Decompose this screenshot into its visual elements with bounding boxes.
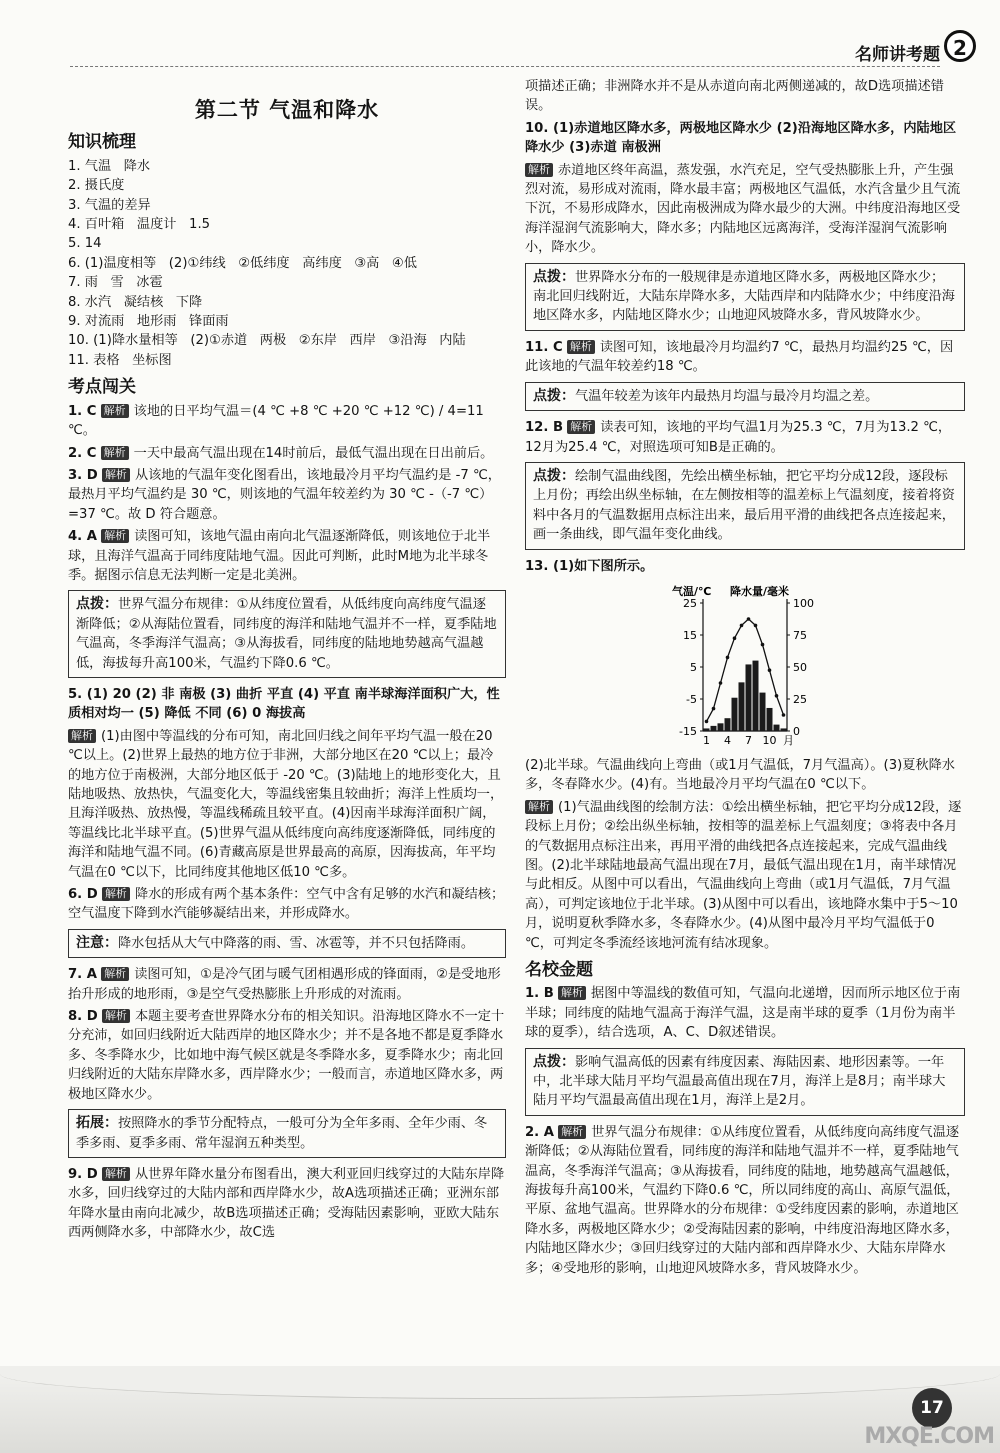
q4-answer: 4. A [68,529,97,545]
q4-text: 读图可知，该地气温由南向北气温逐渐降低，则该地位于北半球，且海洋气温高于同纬度陆地气温。因此可判断，此时M地为北半球冬季。据图示信息无法判断一定是北美洲。 [68,529,491,583]
tip-label: 点拨： [76,596,118,613]
q13 [525,557,965,576]
precip-bar [739,682,745,731]
q4 [68,527,506,585]
month-tick-label: 4 [724,733,731,747]
climate-chart [525,581,965,751]
tip-label: 点拨： [533,268,575,285]
temperature-point [719,681,723,685]
tip-text: 影响气温高低的因素有纬度因素、海陆因素、地形因素等。一年中，北半球大陆月平均气温最高值出现在7月，海洋上是8月；南半球大陆月平均气温最高值出现在1月，海洋上是2月。 [533,1054,946,1109]
month-tick-label: 10 [762,733,777,747]
precip-bar [711,726,717,731]
knowledge-heading: 知识梳理 [68,132,136,153]
month-unit-label: 月 [783,733,794,747]
tip-text: 绘制气温曲线图，先绘出横坐标轴，把它平均分成12段，逐段标上月份；再绘出纵坐标轴，在左侧按相等的温差标上气温刻度，接着将资料中各月的气温数据用点标注出来，最后用平滑的曲线把各点连接起来，画一条曲线，即气温年变化曲线。 [533,468,955,543]
knowledge-item: 3. 气温的差异 [68,197,151,213]
mx-q2-text: 世界气温分布规律：①从纬度位置看，从低纬度向高纬度气温逐渐降低；②从海陆位置看，同纬度的海洋和陆地气温并不一样，夏季陆地气温高，冬季海洋气温高；③从海拔看，同纬度的陆地，地势越高气温越低，海拔每升高100米，气温约下降0.6 ℃，所以同纬度的高山、高原气温低，平原、盆地气温高。世界降水的分布规律：①受纬度因素的影响，赤道地区降水多，两极地区降水少；②受海陆因素的影响，中纬度沿海地区降水多，内陆地区降水少；③回归线穿过的大陆内部和西岸降水少、大陆东岸降水多；④受地形的影响，山地迎风坡降水多，背风坡降水少。 [525,1124,960,1276]
temp-tick-label: 15 [683,628,697,642]
q3-text: 从该地的气温年变化图看出，该地最冷月平均气温约是 -7 ℃，最热月平均气温约是 30 ℃，则该地的气温年较差约为 30 ℃ -（-7 ℃）=37 ℃。故 D 符合题意。 [68,467,501,522]
q5-analysis [68,727,506,882]
temperature-point [733,636,737,640]
knowledge-item: 2. 摄氏度 [68,178,125,194]
q12-tip-box [525,462,965,550]
tip-text: 气温年较差为该年内最热月均温与最冷月均温之差。 [575,388,879,404]
q9-continued: 项描述正确；非洲降水并不是从赤道向南北两侧递减的，故D选项描述错误。 [525,79,944,114]
mx-q1 [525,984,965,1042]
y2-axis-label: 降水量/毫米 [730,584,790,598]
precip-tick-label: 0 [793,724,800,738]
q3 [68,466,506,524]
precip-tick-label: 100 [793,596,814,610]
q11 [525,338,965,377]
q6-answer: 6. D [68,887,98,903]
analysis-tag: 解析 [567,340,595,354]
q7 [68,965,506,1004]
analysis-tag: 解析 [525,163,553,177]
knowledge-list [68,157,506,370]
left-column [68,92,506,1246]
q8-text: 本题主要考查世界降水分布的相关知识。沿海地区降水不一定十分充沛，如回归线附近大陆西岸的地区降水少；并不是各地不都是夏季降水多、冬季降水少，比如地中海气候区就是冬季降水多，夏季降水少；南北回归线附近的大陆东岸降水多，西岸降水少；一般而言，赤道地区降水多，两极地区降水少。 [68,1009,505,1102]
mx-q2 [525,1123,965,1278]
q10-analysis [525,161,965,258]
header-divider [70,66,940,67]
q10-answer: 10. (1)赤道地区降水多，两极地区降水少 (2)沿海地区降水多，内陆地区降水少 (3)赤道 南极洲 [525,120,957,156]
q6-text: 降水的形成有两个基本条件：空气中含有足够的水汽和凝结核；空气温度下降到水汽能够凝结出来，并形成降水。 [68,887,505,922]
tip-text: 世界降水分布的一般规律是赤道地区降水多，两极地区降水少；南北回归线附近，大陆东岸降水多，大陆西岸和内陆降水少；中纬度沿海地区降水多，内陆地区降水少；山地迎风坡降水多，背风坡降水少。 [533,269,955,324]
knowledge-item: 9. 对流雨 地形雨 锋面雨 [68,314,229,330]
temperature-point [705,720,709,724]
q9-text: 从世界年降水量分布图看出，澳大利亚回归线穿过的大陆东岸降水多，回归线穿过的大陆内部和西岸降水少，故A选项描述正确；亚洲东部年降水量由南向北减少，故B选项描述正确；受海陆因素影响，亚欧大陆东西两侧降水多，中部降水少，故C选 [68,1166,505,1241]
page-number: 17 [912,1388,952,1428]
analysis-tag: 解析 [102,1167,130,1181]
precip-bar [760,693,766,731]
q7-answer: 7. A [68,967,97,983]
knowledge-item: 7. 雨 雪 冰雹 [68,275,163,291]
analysis-tag: 解析 [567,420,595,434]
temperature-point [782,713,786,717]
mx-q1-text: 据图中等温线的数值可知，气温向北递增，因而所示地区位于南半球；同纬度的陆地气温高于海洋气温，这是南半球的夏季（1月份为南半球的夏季），结合选项，A、C、D叙述错误。 [525,986,961,1041]
temperature-point [754,624,758,628]
q10-text: 赤道地区终年高温，蒸发强，水汽充足，空气受热膨胀上升，产生强烈对流，易形成对流雨，降水最丰富；两极地区气温低，水汽含量少且气流下沉，不易形成降水，因此南极洲成为降水最少的大洲。中纬度沿海地区受海洋湿润气流影响大，降水多；内陆地区远离海洋，受海洋湿润气流影响小，降水少。 [525,162,961,256]
q13-answer-2: (2)北半球。气温曲线向上弯曲（或1月气温低，7月气温高）。(3)夏秋降水多，冬春降水少。(4)有。当地最冷月平均气温在0 ℃以下。 [525,757,955,793]
analysis-tag: 解析 [102,468,130,482]
y-axis-label: 气温/℃ [672,584,712,598]
precip-bar [718,723,724,731]
q11-text: 读图可知，该地最冷月均温约7 ℃，最热月均温约25 ℃，因此该地的气温年较差约18 ℃。 [525,339,954,375]
q5-text: (1)由图中等温线的分布可知，南北回归线之间年平均气温一般在20 ℃以上。(2)世界上最热的地方位于非洲，大部分地区在20 ℃以上；最冷的地方位于南极洲，大部分地区低于 -20 ℃。(3)陆地上的地形变化大，且陆地吸热、放热快，气温变化大，等温线密集且较曲折；海洋上性质均一，且海洋吸热、放热慢，等温线稀疏且较平直。(4)因南半球海洋面积广阔，等温线比北半球平直。(5)世界气温从低纬度向高纬度逐渐降低，同纬度的海洋和陆地气温不同。(6)青藏高原是世界最高的高原，因海拔高，年平均气温在0 ℃以下，比同纬度其他地区低10 ℃多。 [68,728,504,880]
temperature-point [768,668,772,672]
analysis-tag: 解析 [101,529,129,543]
q3-answer: 3. D [68,467,98,483]
analysis-tag: 解析 [101,967,129,981]
tip-label: 点拨： [533,1053,575,1070]
q10-tip-box [525,263,965,331]
precip-bar [753,661,759,731]
temperature-line [707,619,784,721]
temperature-point [761,643,765,647]
note-label: 注意： [76,934,118,951]
precip-bar [704,728,710,731]
analysis-tag: 解析 [68,729,96,743]
knowledge-item: 11. 表格 坐标图 [68,352,172,368]
q1 [68,402,506,441]
q1-text: 该地的日平均气温＝(4 ℃ +8 ℃ +20 ℃ +12 ℃) / 4=11 ℃。 [68,403,484,439]
mingxiao-heading: 名校金题 [525,960,593,980]
section-title: 第二节 气温和降水 [194,97,380,122]
analysis-tag: 解析 [102,887,130,901]
q6 [68,885,506,924]
precip-tick-label: 25 [793,692,807,706]
temperature-point [775,694,779,698]
brand-logo-icon: 2 [944,30,976,62]
q12-answer: 12. B [525,420,564,436]
climate-chart-svg [525,581,965,751]
extend-label: 拓展： [76,1115,118,1132]
q13-text: (1)气温曲线图的绘制方法：①绘出横坐标轴，把它平均分成12段，逐段标上月份；②绘出纵坐标轴，按相等的温差标上气温刻度；③将表中各月的气数据用点标注出来，再用平滑的曲线把各点连接起来，完成气温曲线图。(2)北半球陆地最高气温出现在7月，最低气温出现在1月，南半球情况与此相反。从图中可以看出，气温曲线向上弯曲（或1月气温低，7月气温高），可判定该地位于北半球。(3)从图中可以看出，该地降水集中于5～10月，说明夏秋季降水多，冬春降水少。(4)从图中最冷月平均气温低于0 ℃，可判定冬季流经该地河流有结冰现象。 [525,799,962,951]
q12-text: 读表可知，该地的平均气温1月为25.3 ℃，7月为13.2 ℃，12月为25.4 ℃，对照选项可知B是正确的。 [525,420,952,455]
tip-label: 点拨： [533,467,575,484]
temperature-point [740,624,744,628]
q9-answer: 9. D [68,1166,98,1182]
q7-text: 读图可知，①是冷气团与暖气团相遇形成的锋面雨，②是受地形抬升形成的地形雨，③是空气受热膨胀上升形成的对流雨。 [68,967,501,1002]
analysis-tag: 解析 [558,1125,586,1139]
watermark: MXQE.COM [864,1424,994,1449]
analysis-tag: 解析 [558,986,586,1000]
temperature-point [726,656,730,660]
analysis-tag: 解析 [102,1009,130,1023]
q2-answer: 2. C [68,445,97,461]
analysis-tag: 解析 [101,446,129,460]
temp-tick-label: 5 [690,660,697,674]
precip-bar [725,718,731,731]
precip-bar [781,728,787,731]
q9 [68,1165,506,1243]
note-text: 降水包括从大气中降落的雨、雪、冰雹等，并不只包括降雨。 [118,935,475,951]
knowledge-item: 4. 百叶箱 温度计 1.5 [68,217,211,233]
precip-bar [767,708,773,731]
analysis-tag: 解析 [101,404,129,418]
page-header [70,0,1000,82]
q8-answer: 8. D [68,1009,98,1025]
q8 [68,1007,506,1104]
q11-answer: 11. C [525,339,563,355]
precip-bar [746,664,752,731]
q10 [525,119,965,158]
mx-q2-answer: 2. A [525,1124,554,1140]
q2 [68,444,506,463]
q13-answer: 13. (1)如下图所示。 [525,558,654,574]
tip-label: 点拨： [533,387,575,404]
month-tick-label: 1 [703,733,710,747]
month-tick-label: 7 [745,733,752,747]
tip-text: 世界气温分布规律：①从纬度位置看，从低纬度向高纬度气温逐渐降低；②从海陆位置看，同纬度的海洋和陆地气温并不一样，夏季陆地气温高，冬季海洋气温高；③从海拔看，同纬度的陆地地势越高气温越低，海拔每升高100米，气温约下降0.6 ℃。 [76,597,497,671]
temp-tick-label: -5 [686,692,697,706]
q5 [68,685,506,724]
q4-tip-box [68,590,506,678]
precip-bar [774,725,780,731]
q5-answer: 5. (1) 20 (2) 非 南极 (3) 曲折 平直 (4) 平直 南半球海洋面积广大，性质相对均一 (5) 降低 不同 (6) 0 海拔高 [68,686,500,722]
q1-answer: 1. C [68,403,97,419]
q12 [525,418,965,457]
right-column [525,74,965,1281]
q8-extend-box [68,1109,506,1158]
page-footer [0,1366,1000,1453]
analysis-tag: 解析 [525,800,553,814]
brand-title: 名师讲考题 [855,45,940,65]
temp-tick-label: -15 [679,724,697,738]
footer-decoration [0,1366,1000,1399]
temperature-point [712,707,716,711]
mx-q1-tip-box [525,1048,965,1116]
knowledge-item: 1. 气温 降水 [68,158,151,174]
precip-tick-label: 75 [793,628,807,642]
q13-analysis [525,798,965,953]
knowledge-item: 8. 水汽 凝结核 下降 [68,294,203,310]
precip-tick-label: 50 [793,660,807,674]
knowledge-item: 10. (1)降水量相等 (2)①赤道 两极 ②东岸 西岸 ③沿海 内陆 [68,333,466,349]
kaodian-heading: 考点闯关 [68,377,136,398]
temperature-point [747,617,751,621]
knowledge-item: 6. (1)温度相等 (2)①纬线 ②低纬度 高纬度 ③高 ④低 [68,255,417,271]
q2-text: 一天中最高气温出现在14时前后，最低气温出现在日出前后。 [133,445,494,461]
temp-tick-label: 25 [683,596,697,610]
knowledge-item: 5. 14 [68,236,102,252]
mx-q1-answer: 1. B [525,986,554,1002]
q11-tip-box [525,382,965,411]
q6-note-box [68,929,506,958]
precip-bar [732,698,738,731]
extend-text: 按照降水的季节分配特点，一般可分为全年多雨、全年少雨、冬季多雨、夏季多雨、常年湿润五种类型。 [76,1116,488,1151]
